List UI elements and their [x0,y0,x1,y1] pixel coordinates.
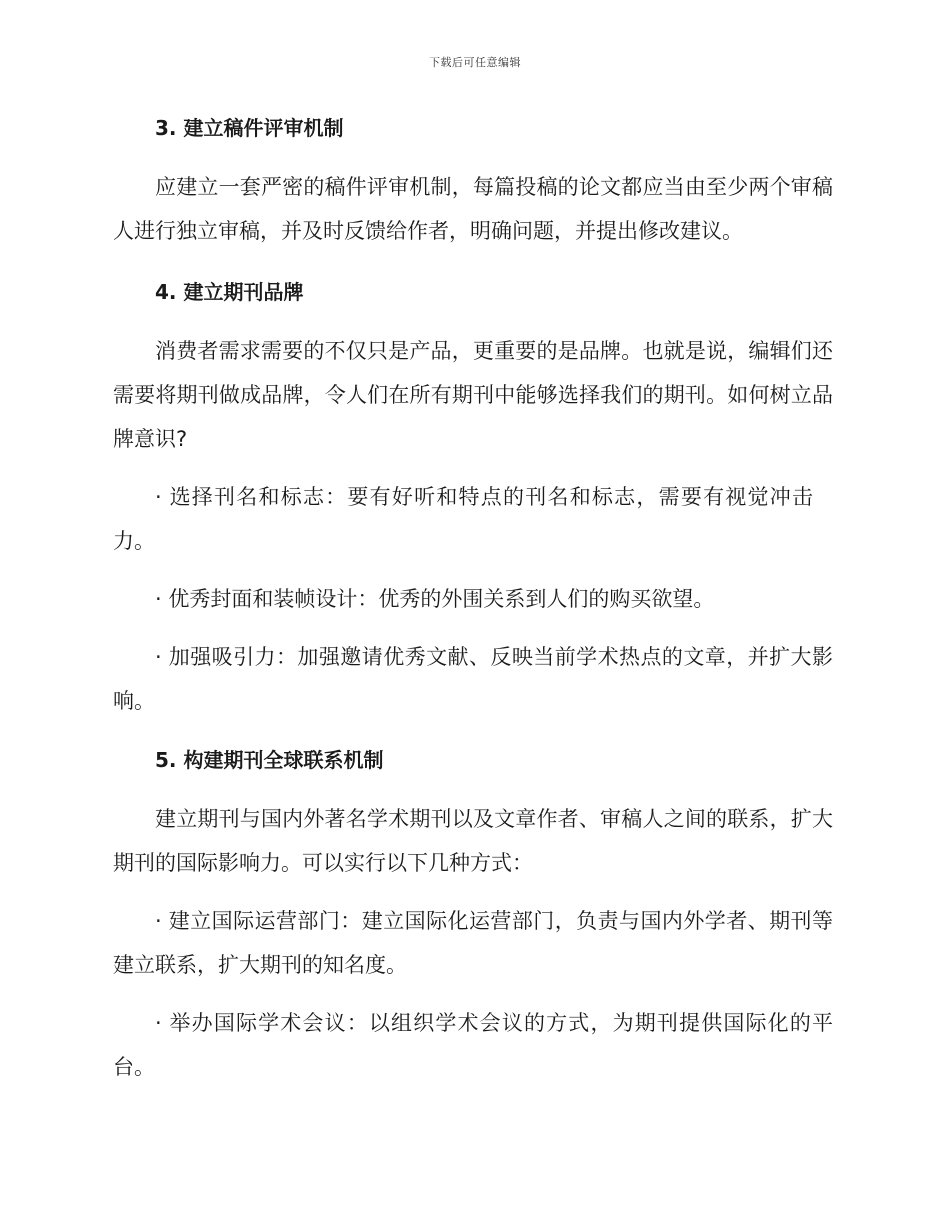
bullet-item: · 举办国际学术会议：以组织学术会议的方式，为期刊提供国际化的平台。 [113,1011,833,1079]
bullet-item: · 建立国际运营部门：建立国际化运营部门，负责与国内外学者、期刊等建立联系，扩大期刊的知名度。 [113,909,833,977]
bullet-item: · 选择刊名和标志：要有好听和特点的刊名和标志，需要有视觉冲击力。 [113,485,813,553]
bullet-item: · 优秀封面和装帧设计：优秀的外围关系到人们的购买欲望。 [155,587,715,611]
section-heading: 5. 构建期刊全球联系机制 [155,748,384,772]
paragraph: 建立期刊与国内外著名学术期刊以及文章作者、审稿人之间的联系，扩大期刊的国际影响力。可以实行以下几种方式： [113,807,833,875]
section-heading: 3. 建立稿件评审机制 [155,116,344,140]
section-heading: 4. 建立期刊品牌 [155,280,304,304]
document-body [113,105,833,1103]
paragraph: 消费者需求需要的不仅只是产品，更重要的是品牌。也就是说，编辑们还需要将期刊做成品牌，令人们在所有期刊中能够选择我们的期刊。如何树立品牌意识? [113,339,833,451]
page-header: 下载后可任意编辑 [429,56,521,69]
bullet-item: · 加强吸引力：加强邀请优秀文献、反映当前学术热点的文章，并扩大影响。 [113,645,833,713]
paragraph: 应建立一套严密的稿件评审机制，每篇投稿的论文都应当由至少两个审稿人进行独立审稿，并及时反馈给作者，明确问题，并提出修改建议。 [113,175,833,243]
